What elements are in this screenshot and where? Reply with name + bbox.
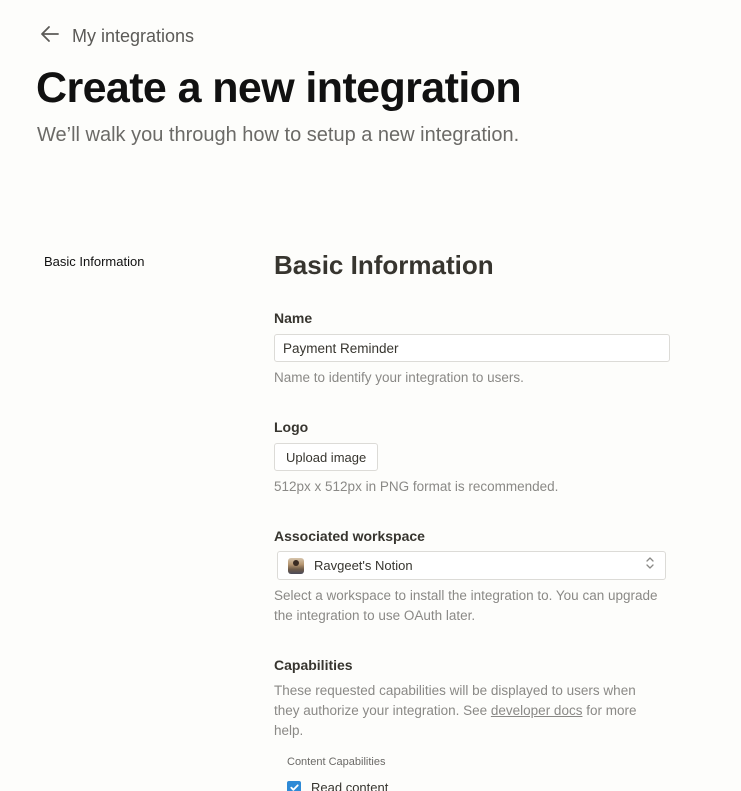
- content-capabilities-label: Content Capabilities: [287, 756, 386, 768]
- read-content-checkbox[interactable]: [287, 781, 301, 791]
- sidebar-item-basic-information[interactable]: Basic Information: [44, 254, 145, 269]
- logo-label: Logo: [274, 419, 309, 435]
- upload-image-button[interactable]: Upload image: [274, 443, 378, 471]
- workspace-selected-value: Ravgeet's Notion: [314, 558, 413, 573]
- read-content-label: Read content: [311, 780, 389, 791]
- workspace-hint-line-2: the integration to use OAuth later.: [274, 608, 476, 623]
- arrow-left-icon: [38, 22, 62, 51]
- capabilities-hint: [274, 681, 636, 741]
- page-subtitle: We’ll walk you through how to setup a new integration.: [37, 124, 520, 146]
- capabilities-hint-line-3: help.: [274, 723, 304, 738]
- page-title: Create a new integration: [36, 64, 521, 112]
- chevron-up-down-icon: [645, 556, 655, 575]
- workspace-hint-line-1: Select a workspace to install the integration to. You can upgrade: [274, 588, 658, 603]
- back-link-label: My integrations: [72, 26, 195, 46]
- capabilities-hint-line-2: [274, 701, 636, 721]
- name-hint: Name to identify your integration to users.: [274, 370, 524, 385]
- capabilities-hint-line-1: These requested capabilities will be displayed to users when: [274, 683, 636, 698]
- read-content-checkbox-row[interactable]: [287, 780, 388, 791]
- workspace-label: Associated workspace: [274, 528, 425, 544]
- developer-docs-link[interactable]: developer docs: [490, 703, 583, 718]
- section-title: Basic Information: [274, 250, 494, 280]
- workspace-hint: [274, 586, 658, 626]
- check-icon: [289, 782, 300, 791]
- capabilities-hint-text: they authorize your integration. See: [274, 703, 491, 718]
- name-label: Name: [274, 310, 313, 326]
- capabilities-label: Capabilities: [274, 657, 353, 673]
- capabilities-hint-text-after: for more: [582, 703, 637, 718]
- name-input[interactable]: [274, 334, 670, 362]
- back-to-integrations-link[interactable]: [38, 22, 194, 51]
- workspace-avatar: [288, 558, 304, 574]
- logo-hint: 512px x 512px in PNG format is recommended.: [274, 479, 559, 494]
- workspace-select[interactable]: [277, 551, 666, 580]
